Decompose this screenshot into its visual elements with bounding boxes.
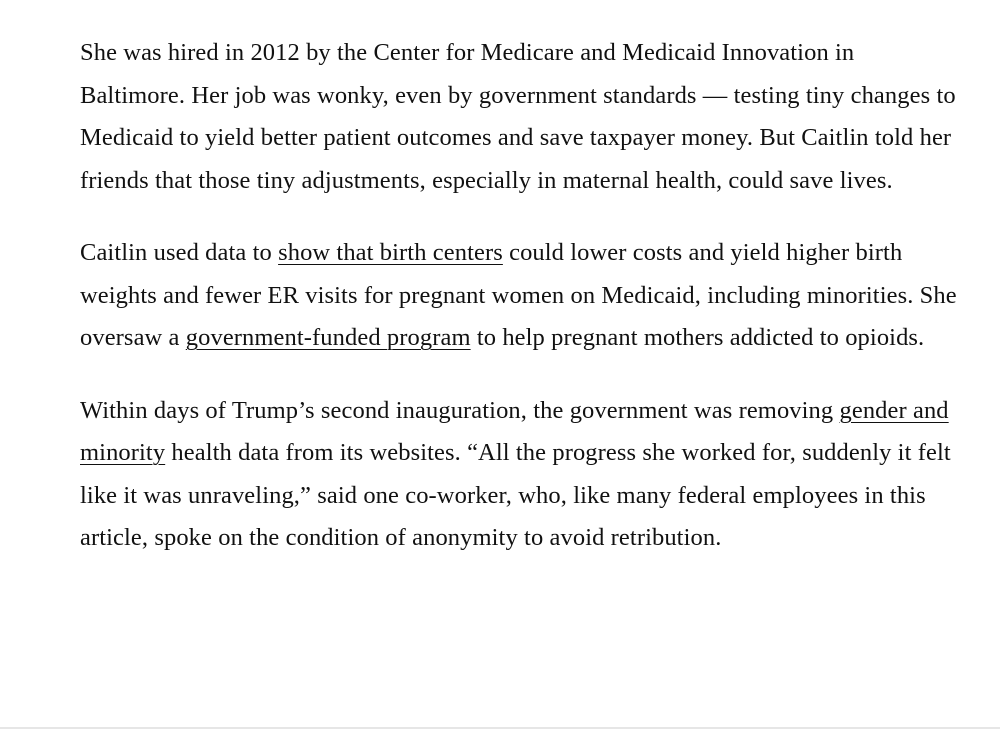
paragraph-text: could lower costs and yield higher birth weights and fewer ER visits for pregnant women on Medicaid, including minorities. She oversaw a [80, 239, 957, 351]
link-gender-and-minority[interactable]: gender and minority [80, 396, 949, 466]
link-show-that-birth-centers[interactable]: show that birth centers [278, 239, 503, 266]
paragraph-data-removal [80, 390, 960, 560]
article-body [80, 32, 960, 590]
paragraph-birth-centers [80, 232, 960, 360]
paragraph-text: She was hired in 2012 by the Center for Medicare and Medicaid Innovation in Baltimore. Her job was wonky, even by government standards — testing tiny changes to Medicaid to yield better patient outcomes and save taxpayer money. But Caitlin told her friends that those tiny adjustments, especially in maternal health, could save lives. [80, 39, 956, 194]
link-government-funded-program[interactable]: government-funded program [185, 324, 471, 351]
paragraph-text: Caitlin used data to [80, 239, 279, 266]
paragraph-text: health data from its websites. “All the progress she worked for, suddenly it felt like it was unraveling,” said one co-worker, who, like many federal employees in this article, spoke on the condition of anonymity to avoid retribution. [80, 439, 951, 551]
paragraph-hiring [80, 32, 960, 202]
paragraph-text: Within days of Trump’s second inauguration, the government was removing [80, 396, 840, 424]
bottom-divider [0, 727, 1000, 729]
paragraph-text: to help pregnant mothers addicted to opioids. [470, 324, 925, 351]
